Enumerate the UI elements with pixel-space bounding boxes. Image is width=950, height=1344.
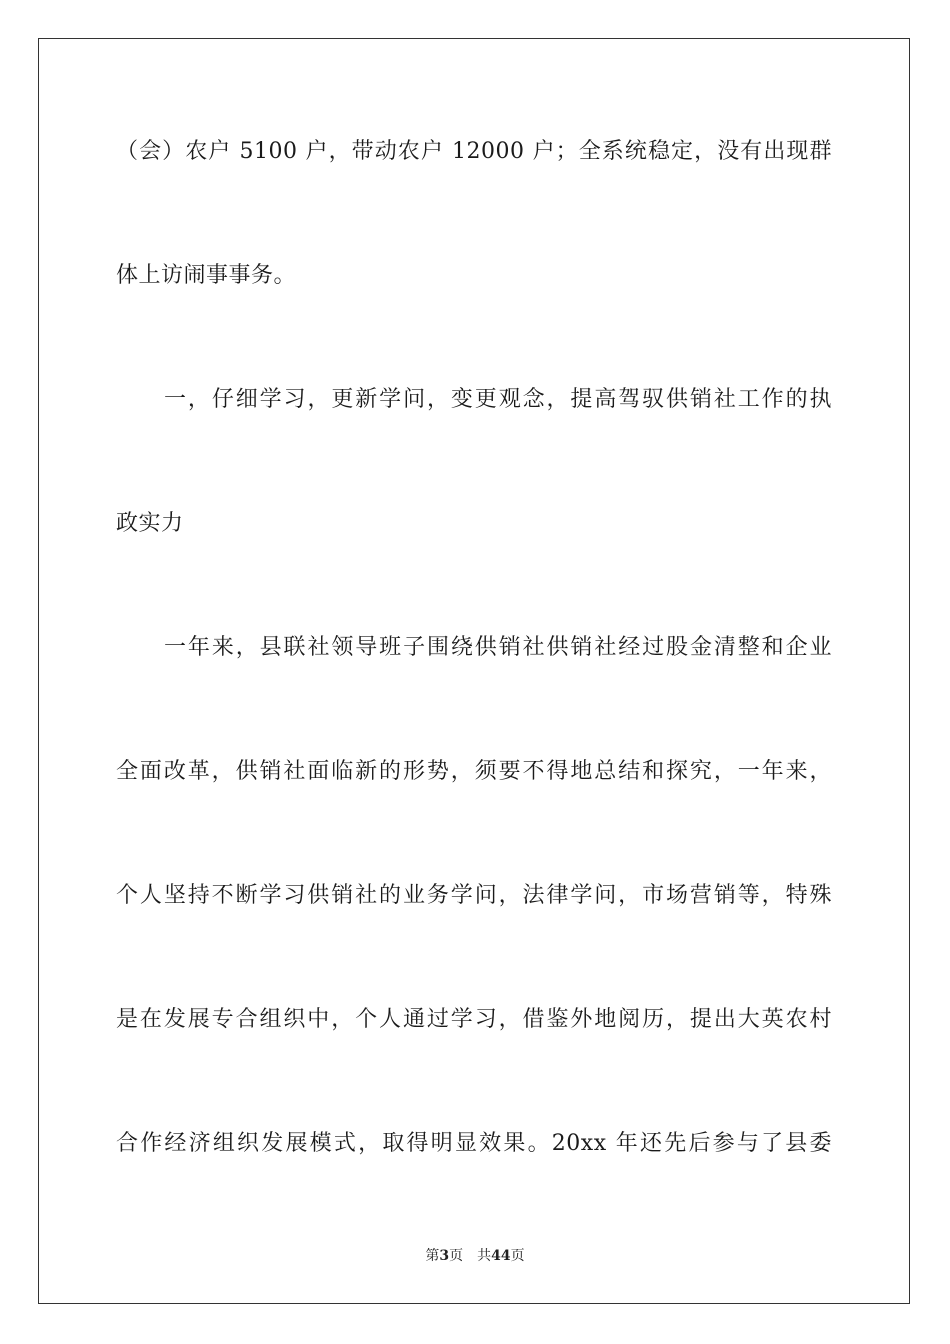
paragraph-line-3: 个人坚持不断学习供销社的业务学问，法律学问，市场营销等，特殊 bbox=[116, 883, 832, 908]
page-suffix: 页 bbox=[449, 1248, 464, 1264]
section-heading-line-1: 一，仔细学习，更新学问，变更观念，提高驾驭供销社工作的执 bbox=[164, 387, 832, 412]
paragraph-line-5: 合作经济组织发展模式，取得明显效果。20xx 年还先后参与了县委 bbox=[116, 1131, 832, 1156]
body-line-1: （会）农户 5100 户，带动农户 12000 户；全系统稳定，没有出现群 bbox=[116, 139, 832, 164]
paragraph-line-4: 是在发展专合组织中，个人通过学习，借鉴外地阅历，提出大英农村 bbox=[116, 1007, 832, 1032]
total-prefix: 共 bbox=[477, 1248, 492, 1264]
total-suffix: 页 bbox=[510, 1248, 525, 1264]
section-heading-line-2: 政实力 bbox=[116, 511, 184, 536]
page-number: 3 bbox=[439, 1248, 450, 1264]
paragraph-line-1: 一年来，县联社领导班子围绕供销社供销社经过股金清整和企业 bbox=[164, 635, 832, 660]
page-border bbox=[38, 38, 910, 1304]
page-prefix: 第 bbox=[425, 1248, 440, 1264]
body-line-2: 体上访闹事事务。 bbox=[116, 263, 297, 288]
total-pages: 44 bbox=[491, 1248, 511, 1264]
page-footer bbox=[0, 1247, 950, 1265]
paragraph-line-2: 全面改革，供销社面临新的形势，须要不得地总结和探究，一年来， bbox=[116, 759, 832, 784]
